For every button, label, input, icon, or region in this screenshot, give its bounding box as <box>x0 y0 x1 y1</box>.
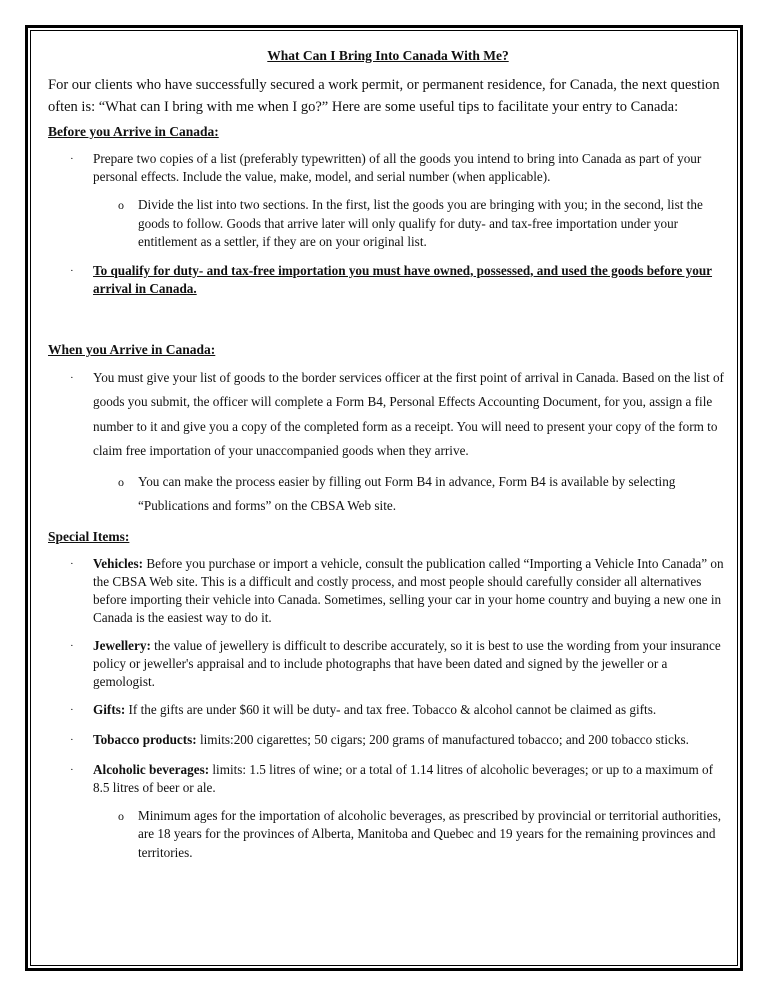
list-item <box>48 366 728 464</box>
sub-list-item <box>48 196 728 252</box>
special-list <box>48 555 728 797</box>
when-item-1-sub: You can make the process easier by filling out Form B4 in advance, Form B4 is available by selecting “Publications and forms” on the CBSA Web site. <box>138 473 676 513</box>
vehicles-text: Before you purchase or import a vehicle, consult the publication called “Importing a Vehicle Into Canada” on the CBSA Web site. This is a difficult and costly process, and most people should carefully consider all alternatives before importing their vehicle into Canada. Sometimes, selling your car in your home country and buying a new one in Canada is the easiest way to do it. <box>93 555 724 625</box>
before-item-1-sub: Divide the list into two sections. In the first, list the goods you are bringing with you; in the second, list the goods to follow. Goods that arrive later will only qualify for duty- and tax-free importation under your entitlement as a settler, if they are on your original list. <box>138 197 703 249</box>
jewellery-label: Jewellery: <box>93 637 151 653</box>
section-heading-special: Special Items: <box>48 528 130 544</box>
jewellery-text: the value of jewellery is difficult to describe accurately, so it is best to use the wording from your insurance policy or jeweller's appraisal and to include photographs that have been dated and signed by the jeweller or a gemologist. <box>93 637 721 689</box>
alcohol-label: Alcoholic beverages: <box>93 761 210 777</box>
sub-bullet-icon: o <box>118 198 124 212</box>
sub-bullet-icon: o <box>118 808 124 823</box>
sub-list-item <box>48 807 728 863</box>
section-heading-when: When you Arrive in Canada: <box>48 341 216 357</box>
bullet-icon: · <box>70 371 74 384</box>
gifts-label: Gifts: <box>93 701 126 717</box>
when-item-1: You must give your list of goods to the border services officer at the first point of arrival in Canada. Based on the list of goods you submit, the officer will complete a Form B4, Personal Effects Accounting Document, for you, assign a file number to it and give you a copy of the completed form as a receipt. You will need to present your copy of the form to claim free importation of your unaccompanied goods when they arrive. <box>93 369 724 458</box>
tobacco-text: limits:200 cigarettes; 50 cigars; 200 grams of manufactured tobacco; and 200 tobacco sticks. <box>196 731 689 747</box>
list-item <box>48 150 728 186</box>
list-item <box>48 555 728 627</box>
before-list-2 <box>48 262 728 298</box>
tobacco-label: Tobacco products: <box>93 731 197 747</box>
when-sublist <box>48 470 728 519</box>
bullet-icon: · <box>70 557 74 570</box>
list-item <box>48 731 728 749</box>
page-title: What Can I Bring Into Canada With Me? <box>267 48 509 63</box>
list-item <box>48 761 728 797</box>
bullet-icon: · <box>70 153 74 165</box>
before-item-2: To qualify for duty- and tax-free importation you must have owned, possessed, and used the goods before your arrival in Canada. <box>93 262 713 296</box>
gifts-text: If the gifts are under $60 it will be duty- and tax free. Tobacco & alcohol cannot be claimed as gifts. <box>125 701 657 717</box>
bullet-icon: · <box>70 703 74 716</box>
before-item-1: Prepare two copies of a list (preferably typewritten) of all the goods you intend to bring into Canada as part of your personal effects. Include the value, make, model, and serial number (when applicable). <box>93 151 702 184</box>
list-item <box>48 637 728 691</box>
intro-paragraph: For our clients who have successfully secured a work permit, or permanent residence, for Canada, the next question often is: “What can I bring with me when I go?” Here are some useful tips to facilitate your entry to Canada: <box>48 77 720 115</box>
before-list <box>48 150 728 186</box>
bullet-icon: · <box>70 763 74 776</box>
sub-bullet-icon: o <box>118 474 124 489</box>
section-heading-before: Before you Arrive in Canada: <box>48 124 219 139</box>
list-item <box>48 262 728 298</box>
bullet-icon: · <box>70 264 74 277</box>
document-body <box>48 48 728 862</box>
alcohol-sub: Minimum ages for the importation of alcoholic beverages, as prescribed by provincial or territorial authorities, are 18 years for the provinces of Alberta, Manitoba and Quebec and 19 years for the remaining provinces and territories. <box>138 807 721 860</box>
vehicles-label: Vehicles: <box>93 555 144 571</box>
special-sublist <box>48 807 728 863</box>
sub-list-item <box>48 470 728 519</box>
when-list <box>48 366 728 464</box>
alcohol-text: limits: 1.5 litres of wine; or a total of 1.14 litres of alcoholic beverages; or up to a maximum of 8.5 litres of beer or ale. <box>93 761 714 795</box>
bullet-icon: · <box>70 639 74 652</box>
before-sublist <box>48 196 728 252</box>
bullet-icon: · <box>70 733 74 746</box>
list-item <box>48 701 728 719</box>
